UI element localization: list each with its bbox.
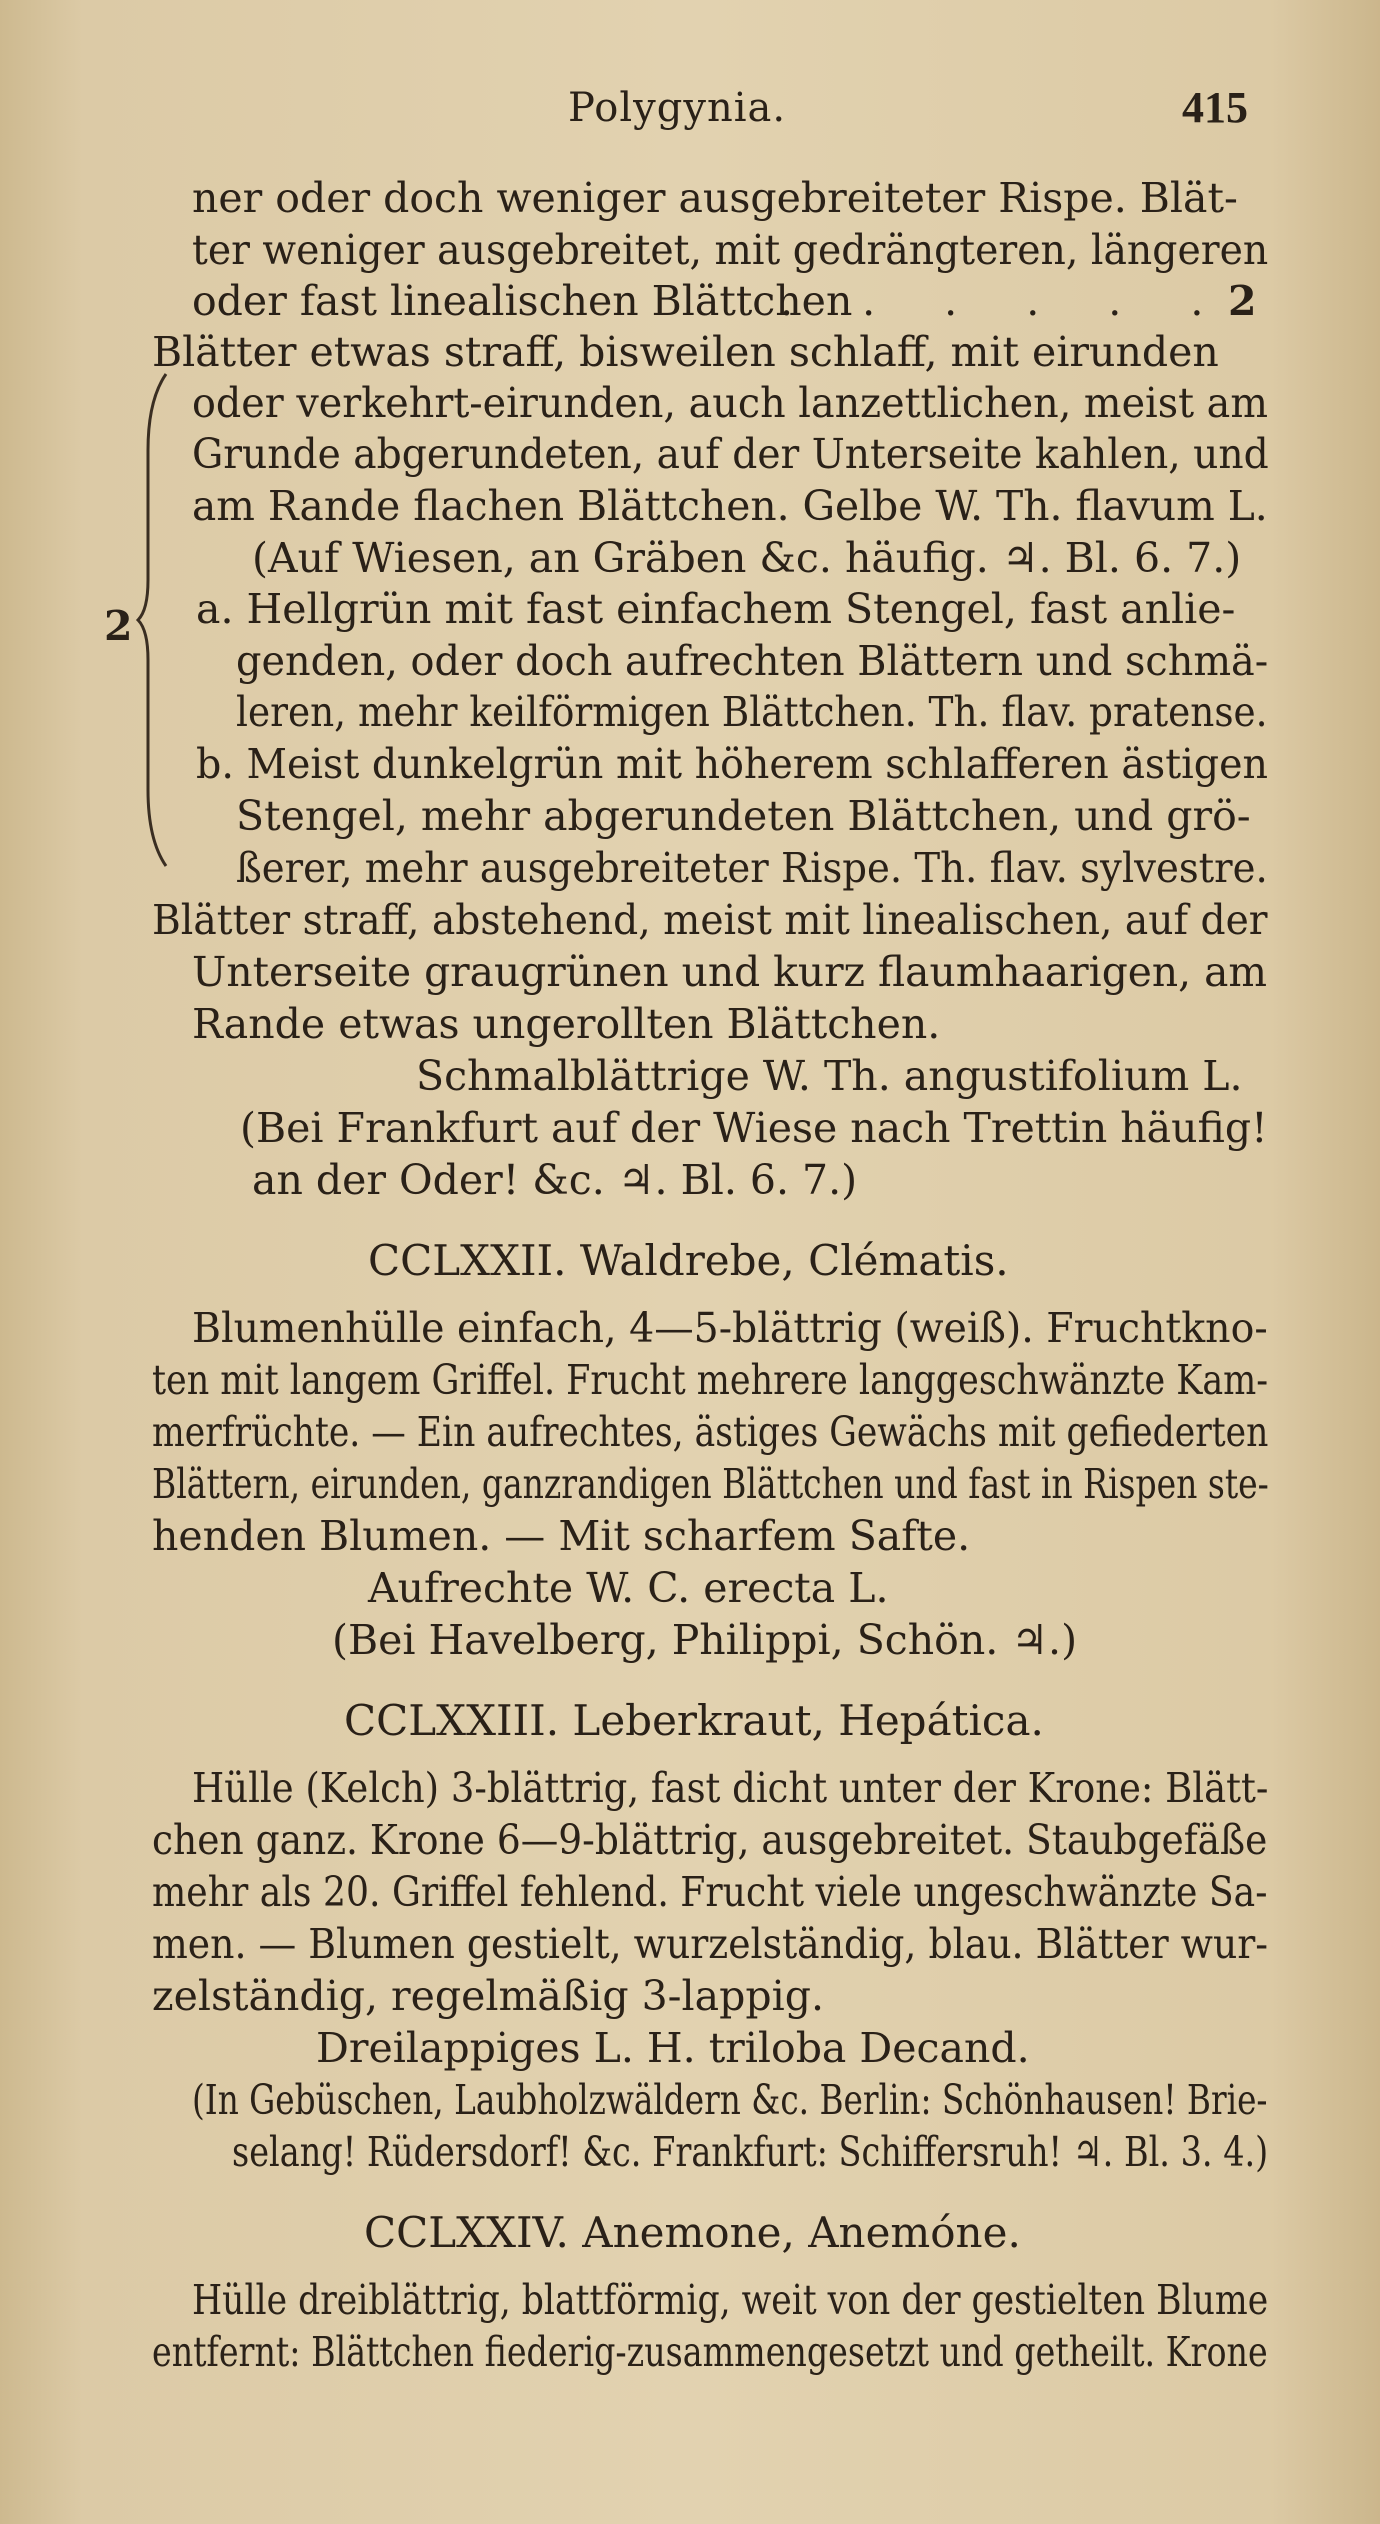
genus-description-line: entfernt: Blättchen fiederig-zusammengesetzt und getheilt. Krone — [152, 2328, 1268, 2376]
leader-dots: . . . . . . — [780, 277, 1232, 325]
genus-description-line: zelständig, regelmäßig 3-lappig. — [152, 1972, 824, 2020]
genus-description-line: mehr als 20. Griffel fehlend. Frucht viele ungeschwänzte Sa- — [152, 1868, 1268, 1916]
page-number: 415 — [1182, 83, 1248, 132]
genus-description-line: ten mit langem Griffel. Frucht mehrere langgeschwänzte Kam- — [152, 1356, 1269, 1404]
key-line: oder fast linealischen Blättchen — [192, 277, 853, 325]
genus-description-line: Blumenhülle einfach, 4—5-blättrig (weiß). Fruchtkno- — [192, 1304, 1268, 1352]
brace-number: 2 — [104, 602, 133, 650]
genus-heading: CCLXXII. Waldrebe, Clématis. — [368, 1236, 1009, 1285]
key-variety-line: Stengel, mehr abgerundeten Blättchen, und grö- — [236, 792, 1251, 840]
key-line: (Auf Wiesen, an Gräben &c. häufig. ♃. Bl. 6. 7.) — [252, 534, 1242, 582]
key-line: Unterseite graugrünen und kurz flaumhaarigen, am — [192, 948, 1268, 996]
genus-description-line: merfrüchte. — Ein aufrechtes, ästiges Gewächs mit gefiederten — [152, 1408, 1269, 1456]
key-variety-line: a. Hellgrün mit fast einfachem Stengel, fast anlie- — [196, 585, 1236, 633]
locality-line: selang! Rüdersdorf! &c. Frankfurt: Schiffersruh! ♃. Bl. 3. 4.) — [232, 2128, 1269, 2176]
key-reference-number: 2 — [1228, 277, 1257, 325]
running-title: Polygynia. — [568, 85, 787, 131]
key-line: Rande etwas ungerollten Blättchen. — [192, 1000, 941, 1048]
key-line: Blätter etwas straff, bisweilen schlaff, mit eirunden — [152, 328, 1219, 376]
key-variety-line: genden, oder doch aufrechten Blättern und schmä- — [236, 637, 1269, 685]
genus-heading: CCLXXIV. Anemone, Anemóne. — [364, 2208, 1021, 2257]
key-line: ter weniger ausgebreitet, mit gedrängteren, längeren — [192, 226, 1269, 274]
genus-description-line: Hülle (Kelch) 3-blättrig, fast dicht unter der Krone: Blätt- — [192, 1764, 1269, 1812]
locality-line: (In Gebüschen, Laubholzwäldern &c. Berlin: Schönhausen! Brie- — [192, 2076, 1268, 2124]
genus-description-line: Blättern, eirunden, ganzrandigen Blättchen und fast in Rispen ste- — [152, 1460, 1269, 1508]
key-line: ner oder doch weniger ausgebreiteter Rispe. Blät- — [192, 174, 1238, 222]
locality-line: (Bei Havelberg, Philippi, Schön. ♃.) — [332, 1616, 1078, 1664]
key-line: Blätter straff, abstehend, meist mit linealischen, auf der — [152, 896, 1268, 944]
key-variety-line: b. Meist dunkelgrün mit höherem schlafferen ästigen — [196, 740, 1268, 788]
key-variety-line: ßerer, mehr ausgebreiteter Rispe. Th. flav. sylvestre. — [236, 844, 1268, 892]
genus-description-line: men. — Blumen gestielt, wurzelständig, blau. Blätter wur- — [152, 1920, 1269, 1968]
key-line: Grunde abgerundeten, auf der Unterseite kahlen, und — [192, 430, 1269, 478]
genus-description-line: henden Blumen. — Mit scharfem Safte. — [152, 1512, 971, 1560]
species-name: Schmalblättrige W. Th. angustifolium L. — [416, 1052, 1243, 1100]
key-line: oder verkehrt-eirunden, auch lanzettlichen, meist am — [192, 379, 1268, 427]
genus-description-line: Hülle dreiblättrig, blattförmig, weit von der gestielten Blume — [192, 2276, 1269, 2324]
genus-heading: CCLXXIII. Leberkraut, Hepática. — [344, 1696, 1044, 1745]
genus-description-line: chen ganz. Krone 6—9-blättrig, ausgebreitet. Staubgefäße — [152, 1816, 1268, 1864]
locality-line: an der Oder! &c. ♃. Bl. 6. 7.) — [252, 1156, 858, 1204]
species-name: Dreilappiges L. H. triloba Decand. — [316, 2024, 1030, 2072]
key-line: am Rande flachen Blättchen. Gelbe W. Th. flavum L. — [192, 482, 1268, 530]
brace-bracket — [136, 370, 176, 870]
key-variety-line: leren, mehr keilförmigen Blättchen. Th. flav. pratense. — [236, 688, 1268, 736]
locality-line: (Bei Frankfurt auf der Wiese nach Trettin häufig! — [240, 1104, 1268, 1152]
species-name: Aufrechte W. C. erecta L. — [368, 1564, 889, 1612]
